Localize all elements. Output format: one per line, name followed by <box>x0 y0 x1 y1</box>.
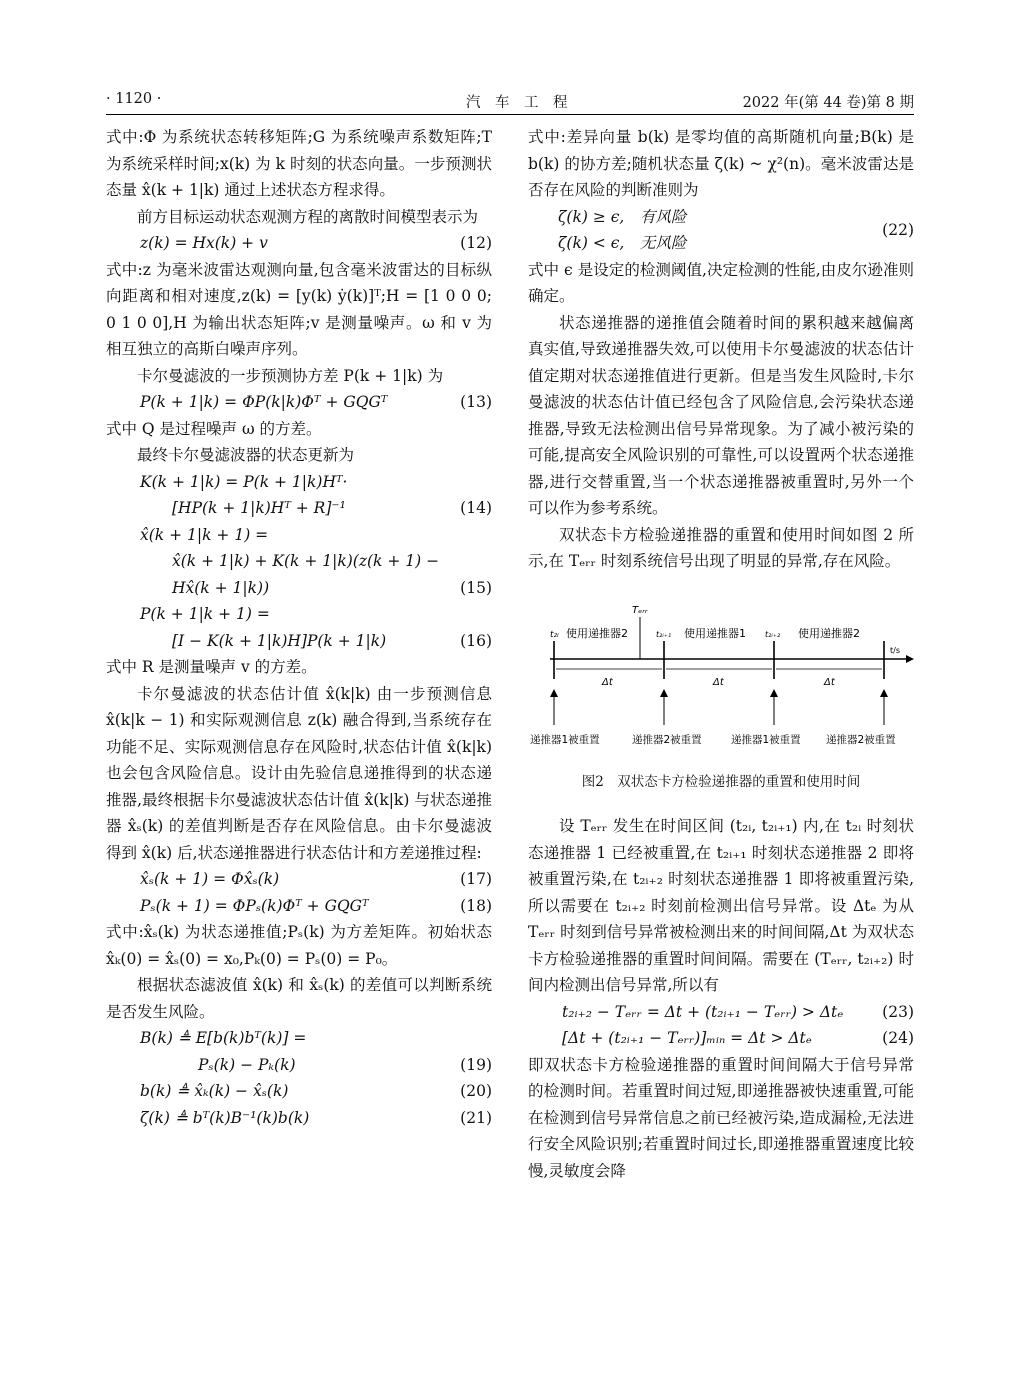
figure-2-timeline <box>528 593 914 763</box>
axis-label: t/s <box>890 645 900 655</box>
t2i1-label: t₂ᵢ₊₁ <box>656 629 672 639</box>
equation-15-line3: Hx̂(k + 1|k)) (15) <box>172 578 492 597</box>
equation-16-line1: P(k + 1|k + 1) = <box>140 605 270 623</box>
equation-24: [Δt + (t₂ᵢ₊₁ − Tₑᵣᵣ)]ₘᵢₙ = Δt > Δtₑ (24) <box>562 1029 914 1047</box>
paragraph: 式中:Φ 为系统状态转移矩阵;G 为系统噪声系数矩阵;T 为系统采样时间;x(k) 为 k 时刻的状态向量。一步预测状态量 x̂(k + 1|k) 通过上述状态方程求得。 <box>106 128 492 199</box>
paragraph: 式中:x̂ₛ(k) 为状态递推值;Pₛ(k) 为方差矩阵。初始状态 x̂ₖ(0) = x̂ₛ(0) = x₀,Pₖ(0) = Pₛ(0) = P₀。 <box>106 923 492 968</box>
dt-label: Δt <box>713 676 724 688</box>
paragraph: 式中:z 为毫米波雷达观测向量,包含毫米波雷达的目标纵向距离和相对速度,z(k) = [y(k) ẏ(k)]ᵀ;H = [1 0 0 0; 0 1 0 0],H 为输出状态矩阵;v 是测量噪声。ω 和 v 为相互独立的高斯白噪声序列。 <box>106 260 492 358</box>
paragraph: 式中 ϵ 是设定的检测阈值,决定检测的性能,由皮尔逊准则确定。 <box>528 260 914 305</box>
arrow-head <box>770 689 778 697</box>
equation-19-line2: Pₛ(k) − Pₖ(k) (19) <box>198 1055 492 1074</box>
terr-label: Tₑᵣᵣ <box>632 604 648 616</box>
arrow-head <box>880 689 888 697</box>
arrow-head <box>660 689 668 697</box>
reset-label-1: 递推器1被重置 <box>530 733 600 746</box>
dt-label: Δt <box>824 676 835 688</box>
equation-15-line2: x̂(k + 1|k) + K(k + 1|k)(z(k + 1) − <box>172 552 440 570</box>
paragraph: 根据状态滤波值 x̂(k) 和 x̂ₛ(k) 的差值可以判断系统是否发生风险。 <box>106 976 492 1021</box>
paragraph: 双状态卡方检验递推器的重置和使用时间如图 2 所示,在 Tₑᵣᵣ 时刻系统信号出现了明显的异常,存在风险。 <box>528 525 914 570</box>
paragraph: 式中:差异向量 b(k) 是零均值的高斯随机向量;B(k) 是 b(k) 的协方差;随机状态量 ζ(k) ~ χ²(n)。毫米波雷达是否存在风险的判断准则为 <box>528 128 914 199</box>
dt-label: Δt <box>602 676 613 688</box>
equation-17: x̂ₛ(k + 1) = Φx̂ₛ(k) (17) <box>140 870 492 888</box>
use-recursor2b-label: 使用递推器2 <box>798 626 860 640</box>
timeline-diagram <box>528 593 914 763</box>
t2i2-label: t₂ᵢ₊₂ <box>765 629 781 639</box>
reset-label-2: 递推器2被重置 <box>632 733 702 746</box>
equation-18: Pₛ(k + 1) = ΦPₛ(k)Φᵀ + GQGᵀ (18) <box>140 896 492 915</box>
paragraph: 式中 R 是测量噪声 v 的方差。 <box>106 658 317 676</box>
equation-23: t₂ᵢ₊₂ − Tₑᵣᵣ = Δt + (t₂ᵢ₊₁ − Tₑᵣᵣ) > Δtₑ (23) <box>562 1002 914 1021</box>
equation-22-line1: ζ(k) ≥ ϵ, 有风险 <box>558 207 687 226</box>
equation-15-line1: x̂(k + 1|k + 1) = <box>140 525 269 544</box>
reset-label-4: 递推器2被重置 <box>826 733 896 746</box>
use-recursor1-label: 使用递推器1 <box>684 626 746 640</box>
paragraph: 设 Tₑᵣᵣ 发生在时间区间 (t₂ᵢ, t₂ᵢ₊₁) 内,在 t₂ᵢ 时刻状态递推器 1 已经被重置,在 t₂ᵢ₊₁ 时刻状态递推器 2 即将被重置污染,在 t₂ᵢ₊₂ 时刻状态递推器 1 即将被重置污染,所以需要在 t₂ᵢ₊₂ 时刻前检测出信号异常。设 Δtₑ 为从 Tₑᵣᵣ 时刻到信号异常被检测出来的时间间隔,Δt 为双状态卡方检验递推器的重置时间间隔。需要在 (Tₑᵣᵣ, t₂ᵢ₊₂) 时间内检测出信号异常,所以有 <box>528 817 914 994</box>
equation-19-line1: B(k) ≜ E[b(k)bᵀ(k)] = <box>140 1029 307 1047</box>
paragraph: 前方目标运动状态观测方程的离散时间模型表示为 <box>137 207 479 226</box>
page-number: · 1120 · <box>106 91 162 107</box>
use-recursor2-label: 使用递推器2 <box>566 626 628 640</box>
equation-12: z(k) = Hx(k) + v (12) <box>140 234 492 252</box>
running-header <box>106 88 914 115</box>
paragraph: 即双状态卡方检验递推器的重置时间间隔大于信号异常的检测时间。若重置时间过短,即递推器被快速重置,可能在检测到信号异常信息之前已经被污染,造成漏检,无法进行安全风险识别;若重置时间过长,即递推器重置速度比较慢,灵敏度会降 <box>528 1055 914 1180</box>
journal-name: 汽 车 工 程 <box>466 95 568 111</box>
equation-16-line2: [I − K(k + 1|k)H]P(k + 1|k) (16) <box>172 631 492 650</box>
equation-22-line2: ζ(k) < ϵ, 无风险 (22) <box>558 221 914 252</box>
reset-label-3: 递推器1被重置 <box>731 733 801 746</box>
equation-14-line1: K(k + 1|k) = P(k + 1|k)Hᵀ· <box>140 472 348 491</box>
paragraph: 式中 Q 是过程噪声 ω 的方差。 <box>106 419 322 438</box>
equation-21: ζ(k) ≜ bᵀ(k)B⁻¹(k)b(k) (21) <box>140 1108 492 1127</box>
equation-20: b(k) ≜ x̂ₖ(k) − x̂ₛ(k) (20) <box>140 1082 492 1100</box>
arrow-head <box>550 689 558 697</box>
axis-arrow <box>906 655 914 663</box>
paragraph: 最终卡尔曼滤波器的状态更新为 <box>137 446 355 464</box>
equation-14-line2: [HP(k + 1|k)Hᵀ + R]⁻¹ (14) <box>172 499 492 517</box>
right-column <box>528 124 914 1184</box>
equation-13: P(k + 1|k) = ΦP(k|k)Φᵀ + GQGᵀ (13) <box>140 393 492 411</box>
paragraph: 状态递推器的递推值会随着时间的累积越来越偏离真实值,导致递推器失效,可以使用卡尔曼滤波的状态估计值定期对状态递推值进行更新。但是当发生风险时,卡尔曼滤波的状态估计值已经包含了风险信息,会污染状态递推器,导致无法检测出信号异常现象。为了减小被污染的可能,提高安全风险识别的可靠性,可以设置两个状态递推器,进行交替重置,当一个状态递推器被重置时,另外一个可以作为参考系统。 <box>528 313 914 517</box>
figure-caption: 图2 双状态卡方检验递推器的重置和使用时间 <box>581 773 861 790</box>
reset-arrows <box>554 695 884 725</box>
paragraph: 卡尔曼滤波的一步预测协方差 P(k + 1|k) 为 <box>137 366 444 385</box>
paragraph: 卡尔曼滤波的状态估计值 x̂(k|k) 由一步预测信息 x̂(k|k − 1) 和实际观测信息 z(k) 融合得到,当系统存在功能不足、实际观测信息存在风险时,状态估计值 x̂(k|k) 也会包含风险信息。设计由先验信息递推得到的状态递推器,最终根据卡尔曼滤波状态估计值 x̂(k|k) 与状态递推器 x̂ₛ(k) 的差值判断是否存在风险信息。由卡尔曼滤波得到 x̂(k) 后,状态递推器进行状态估计和方差递推过程: <box>106 684 492 862</box>
left-column <box>106 124 492 1131</box>
t2i-label: t₂ᵢ <box>550 629 559 640</box>
issue-info: 2022 年(第 44 卷)第 8 期 <box>742 95 914 111</box>
